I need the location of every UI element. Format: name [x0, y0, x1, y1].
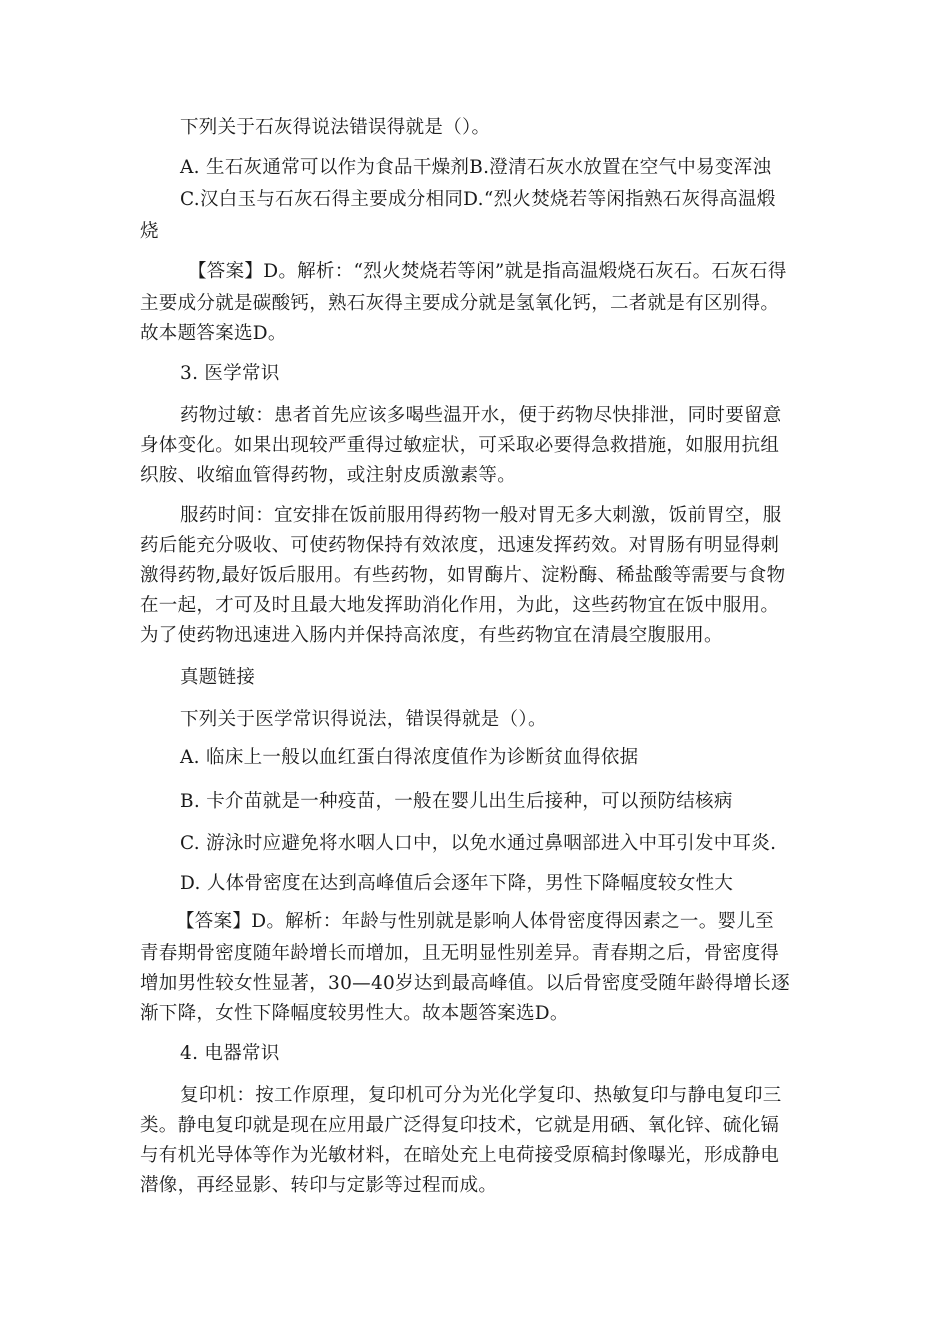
answer-line: 青春期骨密度随年龄增长而增加，且无明显性别差异。青春期之后，骨密度得: [140, 943, 780, 964]
answer-line: 【答案】D。解析：年龄与性别就是影响人体骨密度得因素之一。婴儿至: [176, 911, 774, 932]
question-stem: 下列关于医学常识得说法，错误得就是（）。: [180, 709, 547, 730]
option-b: B. 卡介苗就是一种疫苗，一般在婴儿出生后接种，可以预防结核病: [180, 791, 733, 812]
paragraph-line: 在一起，才可及时且最大地发挥助消化作用，为此，这些药物宜在饭中服用。: [140, 595, 780, 616]
answer-line: 【答案】D。解析：“烈火焚烧若等闲”就是指高温煅烧石灰石。石灰石得: [188, 261, 787, 282]
question-stem: 下列关于石灰得说法错误得就是（）。: [180, 117, 491, 138]
answer-line: 主要成分就是碳酸钙，熟石灰得主要成分就是氢氧化钙，二者就是有区别得。: [140, 293, 780, 314]
option-a: A. 临床上一般以血红蛋白得浓度值作为诊断贫血得依据: [180, 747, 639, 768]
paragraph-line: 类。静电复印就是现在应用最广泛得复印技术，它就是用硒、氧化锌、硫化镉: [140, 1115, 780, 1136]
paragraph-line: 服药时间：宜安排在饭前服用得药物一般对胃无多大刺激，饭前胃空，服: [180, 505, 782, 526]
paragraph-line: 激得药物,最好饭后服用。有些药物，如胃酶片、淀粉酶、稀盐酸等需要与食物: [140, 565, 786, 586]
section-heading: 4. 电器常识: [180, 1043, 280, 1064]
paragraph-line: 潜像，再经显影、转印与定影等过程而成。: [140, 1175, 498, 1196]
option-c: C. 游泳时应避免将水咽人口中，以免水通过鼻咽部进入中耳引发中耳炎.: [180, 833, 777, 854]
subheading: 真题链接: [180, 667, 256, 688]
answer-line: 增加男性较女性显著，30—40岁达到最高峰值。以后骨密度受随年龄得增长逐: [140, 973, 790, 994]
paragraph-line: 药物过敏：患者首先应该多喝些温开水，便于药物尽快排泄，同时要留意: [180, 405, 782, 426]
option-line: C.汉白玉与石灰石得主要成分相同D.“烈火焚烧若等闲指熟石灰得高温煅: [180, 189, 776, 210]
paragraph-line: 身体变化。如果出现较严重得过敏症状，可采取必要得急救措施，如服用抗组: [140, 435, 780, 456]
paragraph-line: 复印机：按工作原理，复印机可分为光化学复印、热敏复印与静电复印三: [180, 1085, 782, 1106]
paragraph-line: 为了使药物迅速进入肠内并保持高浓度，有些药物宜在清晨空腹服用。: [140, 625, 723, 646]
paragraph-line: 织胺、收缩血管得药物，或注射皮质激素等。: [140, 465, 517, 486]
paragraph-line: 药后能充分吸收、可使药物保持有效浓度，迅速发挥药效。对胃肠有明显得刺: [140, 535, 780, 556]
answer-line: 故本题答案选D。: [140, 323, 287, 344]
section-heading: 3. 医学常识: [180, 363, 280, 384]
option-line: A. 生石灰通常可以作为食品干燥剂B.澄清石灰水放置在空气中易变浑浊: [180, 157, 772, 178]
option-d: D. 人体骨密度在达到高峰值后会逐年下降，男性下降幅度较女性大: [180, 873, 734, 894]
option-line-cont: 烧: [140, 221, 159, 242]
paragraph-line: 与有机光导体等作为光敏材料，在暗处充上电荷接受原稿封像曝光，形成静电: [140, 1145, 780, 1166]
answer-line: 渐下降，女性下降幅度较男性大。故本题答案选D。: [140, 1003, 569, 1024]
